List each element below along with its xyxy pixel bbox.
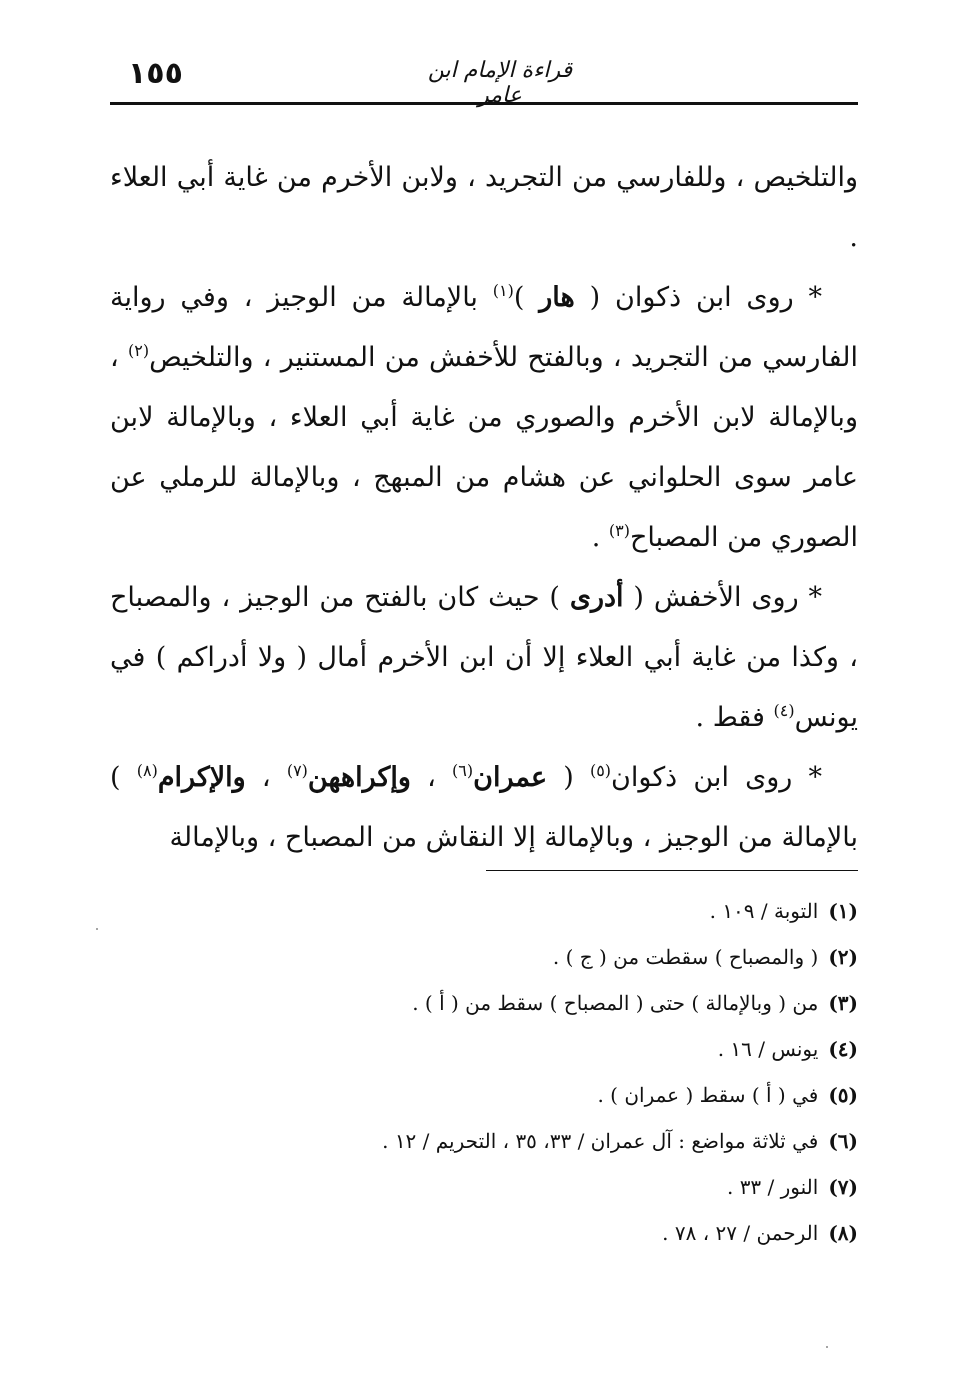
footnote-number: (٧) [828, 1175, 858, 1199]
main-text [110, 148, 858, 868]
p4-text-b: ( [547, 762, 590, 793]
scan-speck [96, 928, 98, 930]
footnote-text: ( والمصباح ) سقطت من ( ج ) . [552, 945, 819, 969]
footnote-4 [110, 1026, 858, 1072]
footnote-8 [110, 1210, 858, 1256]
footnote-ref-3[interactable]: (٣) [608, 521, 630, 540]
footnote-text: الرحمن / ٢٧ ، ٧٨ . [662, 1221, 819, 1245]
footnote-ref-4[interactable]: (٤) [773, 701, 795, 720]
page-number: ١٥٥ [128, 56, 183, 91]
footnote-6 [110, 1118, 858, 1164]
p3-text-a: * روى الأخفش ( [623, 582, 822, 613]
paragraph-4 [110, 748, 858, 868]
p2-keyword-har: هار [539, 282, 575, 313]
footnote-ref-6[interactable]: (٦) [452, 761, 474, 780]
paragraph-3 [110, 568, 858, 748]
footnote-number: (٦) [828, 1129, 858, 1153]
footnote-text: التوبة / ١٠٩ . [709, 899, 819, 923]
footnote-1 [110, 888, 858, 934]
p4-keyword-imran: عمران [473, 762, 548, 793]
footnote-ref-1[interactable]: (١) [492, 281, 514, 300]
footnote-number: (٥) [828, 1083, 858, 1107]
p4-keyword-ikram: والإكرام [157, 762, 246, 793]
footnote-text: في ( أ ) سقط ( عمران ) . [597, 1083, 819, 1107]
p3-text-c: ) حيث كان بالفتح من الوجيز ، والمصباح ، وكذا من غاية أبي العلاء إلا أن ابن الأخرم أمال ( ولا أدراكم ) في يونس [110, 582, 858, 733]
footnote-number: (٢) [828, 945, 858, 969]
running-title: قراءة الإمام ابن عامر [427, 58, 573, 108]
paragraph-2 [110, 268, 858, 568]
footnote-ref-2[interactable]: (٢) [127, 341, 150, 360]
p2-text-e: ، وبالإمالة لابن الأخرم والصوري من غاية أبي العلاء ، وبالإمالة لابن عامر سوى الحلواني عن هشام من المبهج ، وبالإمالة للرملي عن الصوري من المصباح [110, 342, 858, 553]
footnote-7 [110, 1164, 858, 1210]
p2-text-d: بالإمالة من الوجيز ، وفي رواية الفارسي من التجريد ، وبالفتح للأخفش من المستنير ، والتلخيص [110, 282, 858, 373]
p4-text-h: ) بالإمالة من الوجيز ، وبالإمالة إلا النقاش من المصباح ، وبالإمالة [110, 762, 858, 853]
scan-speck [826, 1346, 828, 1348]
footnote-rule [486, 870, 858, 871]
footnote-ref-5[interactable]: (٥) [589, 761, 612, 780]
header-rule [110, 102, 858, 105]
footnote-5 [110, 1072, 858, 1118]
footnotes [110, 888, 858, 1256]
paragraph-1-text: والتلخيص ، وللفارسي من التجريد ، ولابن الأخرم من غاية أبي العلاء . [110, 162, 858, 253]
footnote-number: (٤) [828, 1037, 858, 1061]
footnote-ref-7[interactable]: (٧) [286, 761, 308, 780]
footnote-text: يونس / ١٦ . [717, 1037, 819, 1061]
p4-text-a: * روى ابن ذكوان [611, 762, 823, 793]
footnote-ref-8[interactable]: (٨) [136, 761, 158, 780]
p4-text-f: ، [245, 762, 287, 793]
footnote-text: في ثلاثة مواضع : آل عمران / ٣٣، ٣٥ ، التحريم / ١٢ . [382, 1129, 819, 1153]
footnote-2 [110, 934, 858, 980]
paragraph-1 [110, 148, 858, 268]
p3-keyword-adra: أدرى [569, 582, 624, 613]
p4-keyword-ikrahihinna: وإكراههن [307, 762, 411, 793]
footnote-number: (٨) [828, 1221, 858, 1245]
p4-text-d: ، [410, 762, 453, 793]
footnote-number: (٣) [828, 991, 858, 1015]
footnote-text: النور / ٣٣ . [726, 1175, 819, 1199]
p3-text-d: فقط . [695, 702, 774, 733]
p2-text-f: . [591, 522, 609, 553]
p2-text-c: ) [513, 282, 540, 313]
footnote-text: من ( وبالإمالة ) حتى ( المصباح ) سقط من ( أ ) . [412, 991, 819, 1015]
p2-text-a: * روى ابن ذكوان ( [574, 282, 822, 313]
footnote-number: (١) [828, 899, 858, 923]
page-header [110, 52, 858, 108]
footnote-3 [110, 980, 858, 1026]
